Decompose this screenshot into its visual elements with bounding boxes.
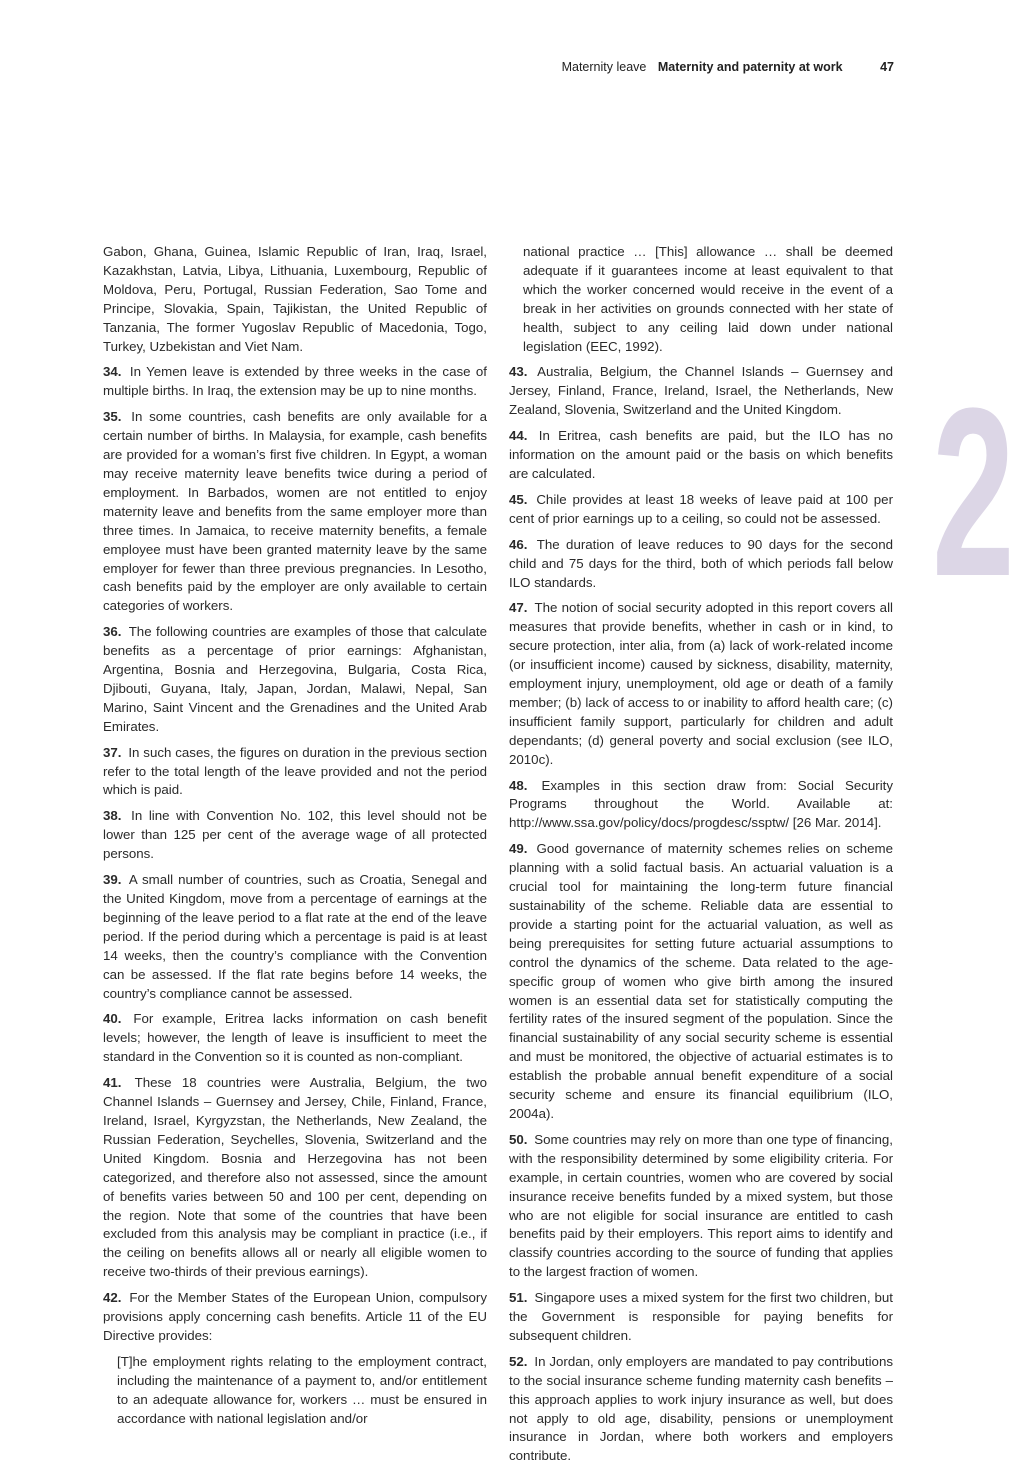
note-text: In Yemen leave is extended by three weeks in the case of multiple births. In Iraq, the extension may be up to nine months. [103,364,487,399]
note-number: 48. [509,777,528,793]
note-text: In some countries, cash benefits are only available for a certain number of births. In Malaysia, for example, cash benefits are provided for a woman’s first five children. In Egypt, a woman may receive maternity leave benefits twice during a period of employment. In Barbados, women are not entitled to enjoy maternity leave and benefits from the same employer more than three times. In Jamaica, to receive maternity benefits, a female employee must have been granted maternity leave by the same employer for fewer than three previous pregnancies. In Lesotho, cash benefits paid by the employer are only available to certain categories of workers. [103,409,487,614]
block-quote-continued: national practice … [This] allowance … shall be deemed adequate if it guarantees income at least equivalent to that which the worker concerned would receive in the event of a break in her activities on grounds connected with her state of health, subject to any ceiling laid down under national legislation (EEC, 1992). [523,244,893,354]
note-number: 42. [103,1290,122,1306]
note-number: 36. [103,624,122,640]
note-number: 47. [509,600,528,616]
note-34 [103,363,487,401]
note-49 [509,840,893,1124]
note-50 [509,1131,893,1282]
note-text: Examples in this section draw from: Social Security Programs throughout the World. Available at: http://www.ssa.gov/policy/docs/progdesc/ssptw/ [26 Mar. 2014]. [509,777,893,831]
note-text: In such cases, the figures on duration in the previous section refer to the total length of the leave provided and not the period which is paid. [103,744,487,798]
note-text: In Jordan, only employers are mandated to pay contributions to the social insurance scheme funding maternity cash benefits – this approach applies to work injury insurance as well, but does not apply to old age, disability, pensions or unemployment insurance in Jordan, where both workers and employers contribute. [509,1353,893,1464]
note-text: Some countries may rely on more than one type of financing, with the responsibility determined by some eligibility criteria. For example, in certain countries, women who are covered by social insurance receive benefits funded by a mixed system, but those who are not eligible for social insurance are entitled to cash benefits paid by their employers. This report aims to identify and classify countries according to the source of funding that applies to the largest fraction of women. [509,1131,893,1280]
note-44 [509,427,893,484]
note-number: 39. [103,872,122,888]
note-text: The following countries are examples of those that calculate benefits as a percentage of prior earnings: Afghanistan, Argentina, Bosnia and Herzegovina, Bulgaria, Costa Rica, Djibouti, Guyana, Italy, Japan, Jordan, Malawi, Nepal, San Marino, Saint Vincent and the Grenadines and the United Arab Emirates. [103,624,487,734]
note-text: Australia, Belgium, the Channel Islands – Guernsey and Jersey, Finland, France, Ireland, Israel, the Netherlands, New Zealand, Slovenia, Switzerland and the United Kingdom. [509,364,893,418]
note-40 [103,1010,487,1067]
note-number: 43. [509,364,528,380]
note-38 [103,807,487,864]
note-number: 51. [509,1290,528,1306]
chapter-number: 2 [932,358,1015,626]
note-number: 44. [509,428,528,444]
note-number: 37. [103,744,122,760]
note-39 [103,871,487,1003]
note-number: 49. [509,841,528,857]
left-column [103,243,487,1435]
note-number: 50. [509,1131,528,1147]
note-text: The notion of social security adopted in this report covers all measures that provide benefits, whether in cash or in kind, to secure protection, inter alia, from (a) lack of work-related income (or insufficient income) caused by sickness, disability, maternity, employment injury, unemployment, old age or death of a family member; (b) lack of access to or inability to afford health care; (c) insufficient family support, particularly for children and adult dependants; (d) general poverty and social exclusion (see ILO, 2010c). [509,600,893,767]
block-quote: [T]he employment rights relating to the employment contract, including the maintenance of a payment to, and/or entitlement to an adequate allowance for, workers … must be ensured in accordance with national legislation and/or [117,1353,487,1426]
note-number: 52. [509,1353,528,1369]
note-number: 38. [103,808,122,824]
note-43 [509,363,893,420]
note-text: A small number of countries, such as Croatia, Senegal and the United Kingdom, move from a percentage of earnings at the beginning of the leave period to a flat rate at the end of the leave period. If the period during which a percentage is paid is at least 14 weeks, then the country’s compliance with the Convention can be assessed. If the flat rate begins before 14 weeks, the country’s compliance cannot be assessed. [103,872,487,1001]
note-text: Singapore uses a mixed system for the first two children, but the Government is responsible for paying benefits for subsequent children. [509,1290,893,1343]
note-35 [103,408,487,616]
note-text: In line with Convention No. 102, this level should not be lower than 125 per cent of the average wage of all protected persons. [103,808,488,862]
note-text: For example, Eritrea lacks information on cash benefit levels; however, the length of leave is insufficient to meet the standard in the Convention so it is counted as non-compliant. [103,1011,487,1065]
note-36 [103,623,487,736]
note-number: 35. [103,409,122,425]
note-42 [103,1289,487,1346]
right-column [509,243,893,1473]
note-text: For the Member States of the European Union, compulsory provisions apply concerning cash benefits. Article 11 of the EU Directive provides: [103,1290,487,1343]
header-section: Maternity leave [561,60,647,74]
note-number: 40. [103,1011,122,1027]
note-text: The duration of leave reduces to 90 days for the second child and 75 days for the third, both of which periods fall below ILO standards. [509,536,893,590]
note-text: Good governance of maternity schemes relies on scheme planning with a solid factual basis. An actuarial valuation is a crucial tool for maintaining the long-term future financial sustainability of the scheme. Reliable data are essential to provide a starting point for the actuarial valuation, as well as being prerequisites for setting future actuarial assumptions to control the dynamics of the scheme. Data related to the age-specific group of women who give birth among the insured women is an essential data set for statistically computing the fertility rates of the insured segment of the population. Since the financial sustainability of any social security scheme is essential and must be monitored, the objective of actuarial estimates is to establish the probable annual benefit expenditure of a social security scheme and ensure its financial equilibrium (ILO, 2004a). [509,841,893,1121]
running-header [562,60,894,74]
note-number: 34. [103,364,122,380]
note-text: Chile provides at least 18 weeks of leave paid at 100 per cent of prior earnings up to a ceiling, so could not be assessed. [509,491,893,526]
note-41 [103,1074,487,1282]
note-number: 41. [103,1075,122,1091]
header-title: Maternity and paternity at work [657,60,843,74]
note-47 [509,599,893,769]
note-51 [509,1289,893,1346]
note-52 [509,1353,893,1466]
note-number: 46. [509,536,528,552]
note-48 [509,777,893,834]
note-text: These 18 countries were Australia, Belgium, the two Channel Islands – Guernsey and Jersey, Chile, Finland, France, Ireland, Israel, Kyrgyzstan, the Netherlands, New Zealand, the Russian Federation, Seychelles, Slovenia, Switzerland and the United Kingdom. Bosnia and Herzegovina has not been categorized, and therefore also not assessed, since the amount of benefits varies between 50 and 100 per cent, depending on the region. Note that some of the countries that have been excluded from this analysis may be compliant in practice (i.e., if the ceiling on benefits allows all or nearly all eligible women to receive two-thirds of their previous earnings). [103,1075,487,1280]
note-text: In Eritrea, cash benefits are paid, but the ILO has no information on the amount paid or the basis on which benefits are calculated. [509,428,893,481]
note-33-continuation: Gabon, Ghana, Guinea, Islamic Republic of Iran, Iraq, Israel, Kazakhstan, Latvia, Libya, Lithuania, Luxembourg, Republic of Moldova, Peru, Portugal, Russian Federation, Sao Tome and Principe, Slovakia, Spain, Tajikistan, the United Republic of Tanzania, The former Yugoslav Republic of Macedonia, Togo, Turkey, Uzbekistan and Viet Nam. [103,244,487,354]
note-number: 45. [509,491,528,507]
note-45 [509,491,893,529]
note-46 [509,536,893,593]
note-37 [103,744,487,801]
page-number: 47 [880,60,894,74]
